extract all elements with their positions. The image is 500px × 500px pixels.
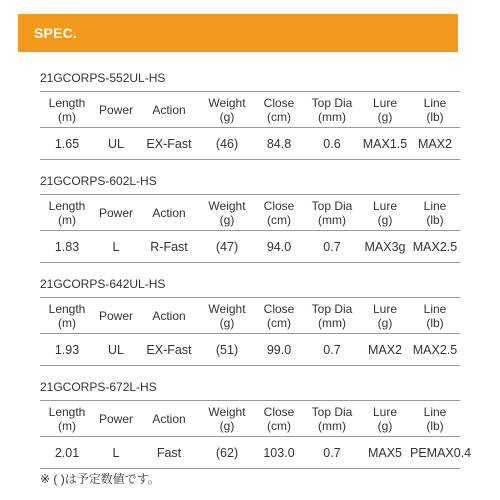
column-header-unit: (g) xyxy=(219,212,235,227)
column-header-label: Line xyxy=(423,198,447,213)
column-header xyxy=(360,401,410,437)
column-header xyxy=(360,92,410,128)
spec-value: (51) xyxy=(215,342,239,357)
column-header-label: Top Dia xyxy=(311,198,353,213)
spec-value: 0.7 xyxy=(323,342,341,357)
spec-value: UL xyxy=(108,136,124,151)
column-header-unit: (cm) xyxy=(267,315,291,330)
column-header-unit: (g) xyxy=(377,212,393,227)
column-header xyxy=(360,195,410,231)
column-header-label: Close xyxy=(263,301,295,316)
column-header-label: Lure xyxy=(372,95,398,110)
column-header xyxy=(254,298,304,334)
column-header xyxy=(360,298,410,334)
column-header xyxy=(40,401,94,437)
spec-value: UL xyxy=(108,342,124,357)
column-header xyxy=(200,401,254,437)
column-header-label: Top Dia xyxy=(311,95,353,110)
spec-value: Fast xyxy=(156,445,182,460)
spec-value: MAX2.5 xyxy=(412,342,458,357)
column-header xyxy=(304,298,360,334)
column-header-label: Top Dia xyxy=(311,301,353,316)
column-header-label: Power xyxy=(98,205,133,220)
column-header-label: Power xyxy=(98,411,133,426)
model-block xyxy=(40,174,460,274)
column-header-label: Action xyxy=(152,308,186,323)
column-header-label: Line xyxy=(423,404,447,419)
spec-value: EX-Fast xyxy=(146,136,192,151)
footnote: ※ ( )は予定数値です。 xyxy=(40,472,160,486)
spec-value: (46) xyxy=(215,136,239,151)
spec-value: L xyxy=(112,445,120,460)
column-header-unit: (mm) xyxy=(318,212,346,227)
column-header-label: Top Dia xyxy=(311,404,353,419)
column-header-label: Weight xyxy=(208,95,246,110)
spec-header-banner xyxy=(18,14,458,52)
spec-title: SPEC. xyxy=(34,25,78,41)
column-header-unit: (g) xyxy=(377,315,393,330)
spec-header-row xyxy=(40,92,460,128)
column-header xyxy=(304,92,360,128)
spec-value: 84.8 xyxy=(266,136,292,151)
spec-value: MAX2.5 xyxy=(412,239,458,254)
column-header-label: Line xyxy=(423,95,447,110)
model-name: 21GCORPS-552UL-HS xyxy=(40,71,166,85)
column-header xyxy=(138,92,200,128)
column-header-label: Length xyxy=(48,301,86,316)
column-header-unit: (g) xyxy=(219,418,235,433)
model-name: 21GCORPS-672L-HS xyxy=(40,380,157,394)
column-header-unit: (m) xyxy=(58,315,76,330)
spec-table xyxy=(40,297,460,366)
column-header-label: Close xyxy=(263,198,295,213)
spec-table xyxy=(40,194,460,263)
column-header xyxy=(40,92,94,128)
spec-value: 1.93 xyxy=(54,342,80,357)
column-header-label: Lure xyxy=(372,404,398,419)
column-header-label: Lure xyxy=(372,198,398,213)
column-header-unit: (lb) xyxy=(426,315,444,330)
spec-table xyxy=(40,400,472,469)
column-header-unit: (lb) xyxy=(426,109,444,124)
column-header-label: Action xyxy=(152,102,186,117)
column-header-unit: (cm) xyxy=(267,109,291,124)
column-header xyxy=(138,401,200,437)
spec-value: MAX2 xyxy=(367,342,403,357)
column-header-label: Power xyxy=(98,102,133,117)
column-header-unit: (mm) xyxy=(318,109,346,124)
column-header xyxy=(304,401,360,437)
column-header-unit: (m) xyxy=(58,109,76,124)
model-name: 21GCORPS-602L-HS xyxy=(40,174,157,188)
column-header xyxy=(40,298,94,334)
column-header-unit: (lb) xyxy=(426,418,444,433)
column-header xyxy=(138,298,200,334)
spec-value: 94.0 xyxy=(266,239,292,254)
column-header-label: Close xyxy=(263,404,295,419)
column-header-label: Line xyxy=(423,301,447,316)
column-header xyxy=(304,195,360,231)
spec-value: 0.7 xyxy=(323,445,341,460)
spec-value: MAX1.5 xyxy=(362,136,408,151)
column-header-label: Length xyxy=(48,95,86,110)
column-header-label: Power xyxy=(98,308,133,323)
column-header xyxy=(254,92,304,128)
column-header-unit: (cm) xyxy=(267,418,291,433)
column-header-unit: (mm) xyxy=(318,315,346,330)
column-header xyxy=(254,195,304,231)
spec-table xyxy=(40,91,460,160)
column-header xyxy=(410,92,460,128)
spec-value: L xyxy=(112,239,120,254)
column-header-unit: (lb) xyxy=(426,212,444,227)
column-header xyxy=(200,298,254,334)
spec-value: MAX5 xyxy=(367,445,403,460)
column-header-label: Action xyxy=(152,205,186,220)
column-header xyxy=(94,195,138,231)
column-header xyxy=(410,195,460,231)
spec-value-row xyxy=(40,334,460,366)
column-header-label: Length xyxy=(48,198,86,213)
column-header-unit: (cm) xyxy=(267,212,291,227)
column-header-label: Weight xyxy=(208,301,246,316)
column-header xyxy=(410,401,460,437)
column-header-unit: (g) xyxy=(377,109,393,124)
column-header-label: Close xyxy=(263,95,295,110)
spec-value: (62) xyxy=(215,445,239,460)
column-header-label: Weight xyxy=(208,404,246,419)
column-header-label: Weight xyxy=(208,198,246,213)
spec-value: 0.6 xyxy=(323,136,341,151)
column-header-label: Lure xyxy=(372,301,398,316)
column-header-unit: (g) xyxy=(219,109,235,124)
column-header xyxy=(410,298,460,334)
spec-value: 2.01 xyxy=(54,445,80,460)
spec-value: 0.7 xyxy=(323,239,341,254)
column-header xyxy=(138,195,200,231)
spec-value: 1.83 xyxy=(54,239,80,254)
column-header xyxy=(200,195,254,231)
column-header xyxy=(94,298,138,334)
column-header-unit: (mm) xyxy=(318,418,346,433)
column-header-label: Length xyxy=(48,404,86,419)
column-header-unit: (g) xyxy=(219,315,235,330)
spec-header-row xyxy=(40,401,460,437)
column-header xyxy=(94,401,138,437)
column-header xyxy=(40,195,94,231)
column-header xyxy=(94,92,138,128)
model-block xyxy=(40,380,472,480)
model-block xyxy=(40,277,460,377)
column-header-unit: (g) xyxy=(377,418,393,433)
spec-value: MAX3g xyxy=(364,239,406,254)
column-header-unit: (m) xyxy=(58,418,76,433)
spec-value: PEMAX0.4 xyxy=(410,445,472,460)
spec-value: 103.0 xyxy=(263,445,295,460)
spec-value-row xyxy=(40,128,460,160)
spec-value: 1.65 xyxy=(54,136,80,151)
spec-value: 99.0 xyxy=(266,342,292,357)
spec-header-row xyxy=(40,298,460,334)
column-header-label: Action xyxy=(152,411,186,426)
model-block xyxy=(40,71,460,171)
spec-value: EX-Fast xyxy=(146,342,192,357)
column-header-unit: (m) xyxy=(58,212,76,227)
spec-value-row xyxy=(40,437,460,469)
spec-value: (47) xyxy=(215,239,239,254)
spec-value: R-Fast xyxy=(150,239,188,254)
spec-value-row xyxy=(40,231,460,263)
spec-header-row xyxy=(40,195,460,231)
column-header xyxy=(254,401,304,437)
column-header xyxy=(200,92,254,128)
spec-value: MAX2 xyxy=(417,136,453,151)
model-name: 21GCORPS-642UL-HS xyxy=(40,277,166,291)
